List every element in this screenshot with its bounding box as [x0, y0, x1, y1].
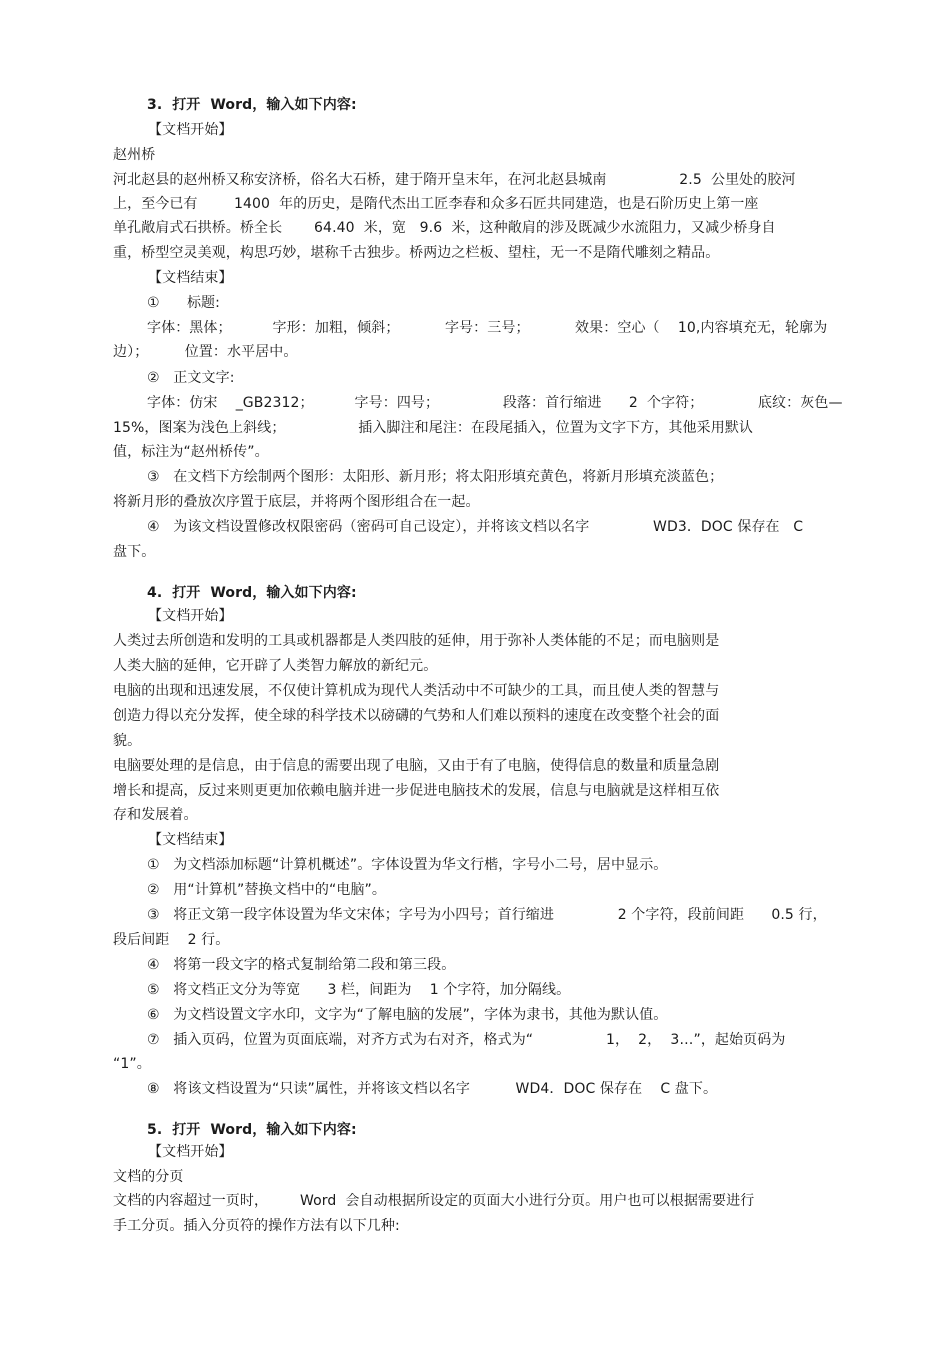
doc-title-line: 文档的分页	[113, 1169, 184, 1185]
body-line: 上，至今已有 1400 年的历史，是隋代杰出工匠李春和众多石匠共同建造，也是石阶历史上第一座	[113, 196, 759, 212]
requirement-item: ⑦ 插入页码，位置为页面底端，对齐方式为右对齐，格式为“ 1， 2， 3…”，起始页码为	[147, 1032, 786, 1048]
requirement-item: ③ 将正文第一段字体设置为华文宋体；字号为小四号；首行缩进 2 个字符，段前间距 0.5 行，	[147, 907, 827, 923]
doc-end-marker: 【文档结束】	[148, 832, 233, 848]
requirement-item: ④ 为该文档设置修改权限密码（密码可自己设定），并将该文档以名字 WD3．DOC 保存在 C	[147, 519, 804, 535]
section-heading: 3. 打开 Word，输入如下内容:	[147, 97, 357, 113]
body-line: 河北赵县的赵州桥又称安济桥，俗名大石桥，建于隋开皇末年，在河北赵县城南 2.5 公里处的胶河	[113, 172, 796, 188]
doc-start-marker: 【文档开始】	[148, 1144, 233, 1160]
requirement-item: 字体：黑体； 字形：加粗，倾斜； 字号：三号； 效果：空心（ 10,内容填充无，轮廓为	[147, 320, 828, 336]
requirement-item: ⑤ 将文档正文分为等宽 3 栏，间距为 1 个字符，加分隔线。	[147, 982, 571, 998]
requirement-item: 段后间距 2 行。	[113, 932, 230, 948]
requirement-item: ③ 在文档下方绘制两个图形：太阳形、新月形；将太阳形填充黄色，将新月形填充淡蓝色；	[147, 469, 724, 485]
body-line: 手工分页。插入分页符的操作方法有以下几种:	[113, 1218, 400, 1234]
requirement-item: ④ 将第一段文字的格式复制给第二段和第三段。	[147, 957, 456, 973]
body-line: 人类大脑的延伸，它开辟了人类智力解放的新纪元。	[113, 658, 438, 674]
doc-start-marker: 【文档开始】	[148, 122, 233, 138]
doc-end-marker: 【文档结束】	[148, 270, 233, 286]
body-line: 文档的内容超过一页时， Word 会自动根据所设定的页面大小进行分页。用户也可以根据需要进行	[113, 1193, 755, 1209]
doc-title-line: 赵州桥	[113, 147, 156, 163]
requirement-item: 将新月形的叠放次序置于底层，并将两个图形组合在一起。	[113, 494, 480, 510]
body-line: 存和发展着。	[113, 807, 198, 823]
body-line: 增长和提高，反过来则更更加依赖电脑并进一步促进电脑技术的发展，信息与电脑就是这样相互依	[113, 783, 720, 799]
requirement-item: ① 为文档添加标题“计算机概述”。字体设置为华文行楷，字号小二号，居中显示。	[147, 857, 668, 873]
requirement-item: 盘下。	[113, 544, 156, 560]
body-line: 电脑的出现和迅速发展，不仅使计算机成为现代人类活动中不可缺少的工具，而且使人类的智慧与	[113, 683, 720, 699]
body-line: 电脑要处理的是信息，由于信息的需要出现了电脑，又由于有了电脑，使得信息的数量和质量急剧	[113, 758, 720, 774]
requirement-item: “1”。	[113, 1056, 151, 1072]
doc-start-marker: 【文档开始】	[148, 608, 233, 624]
body-line: 重，桥型空灵美观，构思巧妙，堪称千古独步。桥两边之栏板、望柱，无一不是隋代雕刻之精品。	[113, 245, 720, 261]
requirement-item: ⑧ 将该文档设置为“只读”属性，并将该文档以名字 WD4．DOC 保存在 C 盘下。	[147, 1081, 718, 1097]
requirement-item: ⑥ 为文档设置文字水印，文字为“了解电脑的发展”，字体为隶书，其他为默认值。	[147, 1007, 668, 1023]
body-line: 创造力得以充分发挥，使全球的科学技术以磅礴的气势和人们难以预料的速度在改变整个社会的面	[113, 708, 720, 724]
body-line: 貌。	[113, 733, 142, 749]
body-line: 单孔敞肩式石拱桥。桥全长 64.40 米，宽 9.6 米，这种敞肩的涉及既减少水流阻力，又减少桥身自	[113, 220, 776, 236]
requirement-item: ② 用“计算机”替换文档中的“电脑”。	[147, 882, 387, 898]
requirement-item: 边）； 位置：水平居中。	[113, 344, 298, 360]
section-heading: 4. 打开 Word，输入如下内容:	[147, 585, 357, 601]
requirement-item: ① 标题:	[147, 295, 220, 311]
requirement-item: ② 正文文字:	[147, 370, 235, 386]
requirement-item: 值，标注为“赵州桥传”。	[113, 444, 269, 460]
requirement-item: 字体：仿宋 _GB2312； 字号：四号； 段落：首行缩进 2 个字符； 底纹：灰色—	[147, 395, 843, 411]
body-line: 人类过去所创造和发明的工具或机器都是人类四肢的延伸，用于弥补人类体能的不足；而电脑则是	[113, 633, 720, 649]
section-heading: 5. 打开 Word，输入如下内容:	[147, 1122, 357, 1138]
requirement-item: 15%，图案为浅色上斜线； 插入脚注和尾注：在段尾插入，位置为文字下方，其他采用默认	[113, 420, 754, 436]
